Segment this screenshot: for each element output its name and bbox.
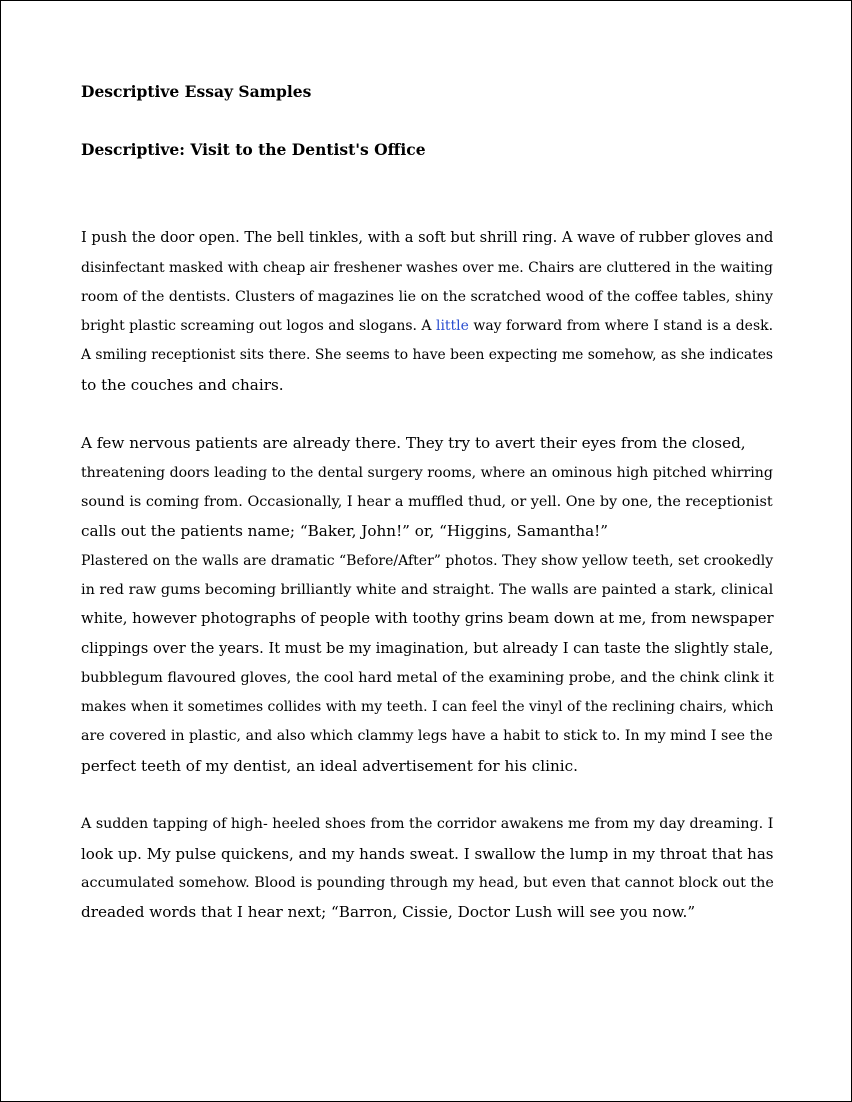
little-link[interactable]: little [435, 318, 469, 334]
essay-line: look up. My pulse quickens, and my hands sweat. I swallow the lump in my throat that has [81, 845, 774, 863]
essay-line: disinfectant masked with cheap air freshener washes over me. Chairs are cluttered in the waiting [81, 260, 773, 276]
essay-line: threatening doors leading to the dental surgery rooms, where an ominous high pitched whirring [81, 465, 773, 481]
essay-line: to the couches and chairs. [81, 376, 284, 394]
essay-line-text: bright plastic screaming out logos and slogans. A [81, 318, 436, 334]
essay-line [81, 315, 773, 337]
essay-line: in red raw gums becoming brilliantly white and straight. The walls are painted a stark, clinical [81, 582, 774, 598]
essay-line: clippings over the years. It must be my imagination, but already I can taste the slightly stale, [81, 640, 774, 657]
essay-line: calls out the patients name; “Baker, John!” or, “Higgins, Samantha!” [81, 522, 609, 540]
essay-line-text: way forward from where I stand is a desk. [468, 318, 774, 334]
essay-line: A few nervous patients are already there. They try to avert their eyes from the closed, [81, 434, 746, 452]
essay-line: room of the dentists. Clusters of magazines lie on the scratched wood of the coffee tables, shiny [81, 289, 774, 305]
essay-line: sound is coming from. Occasionally, I hear a muffled thud, or yell. One by one, the receptionist [81, 494, 773, 510]
essay-line: I push the door open. The bell tinkles, with a soft but shrill ring. A wave of rubber gloves and [81, 229, 774, 246]
essay-line: Plastered on the walls are dramatic “Before/After” photos. They show yellow teeth, set crookedly [81, 553, 774, 569]
essay-line: are covered in plastic, and also which clammy legs have a habit to stick to. In my mind I see the [81, 728, 773, 744]
essay-line: perfect teeth of my dentist, an ideal advertisement for his clinic. [81, 757, 578, 775]
essay-subtitle: Descriptive: Visit to the Dentist's Office [81, 140, 426, 159]
essay-line: A smiling receptionist sits there. She seems to have been expecting me somehow, as she indicates [81, 347, 774, 363]
essay-line: accumulated somehow. Blood is pounding through my head, but even that cannot block out the [81, 875, 774, 891]
essay-line: dreaded words that I hear next; “Barron, Cissie, Doctor Lush will see you now.” [81, 903, 696, 921]
essay-line: white, however photographs of people with toothy grins beam down at me, from newspaper [81, 610, 774, 627]
essay-line: makes when it sometimes collides with my teeth. I can feel the vinyl of the reclining chairs, which [81, 699, 774, 715]
document-title: Descriptive Essay Samples [81, 82, 312, 101]
essay-line: bubblegum flavoured gloves, the cool hard metal of the examining probe, and the chink clink it [81, 670, 774, 686]
essay-line: A sudden tapping of high- heeled shoes from the corridor awakens me from my day dreaming. I [81, 816, 774, 832]
